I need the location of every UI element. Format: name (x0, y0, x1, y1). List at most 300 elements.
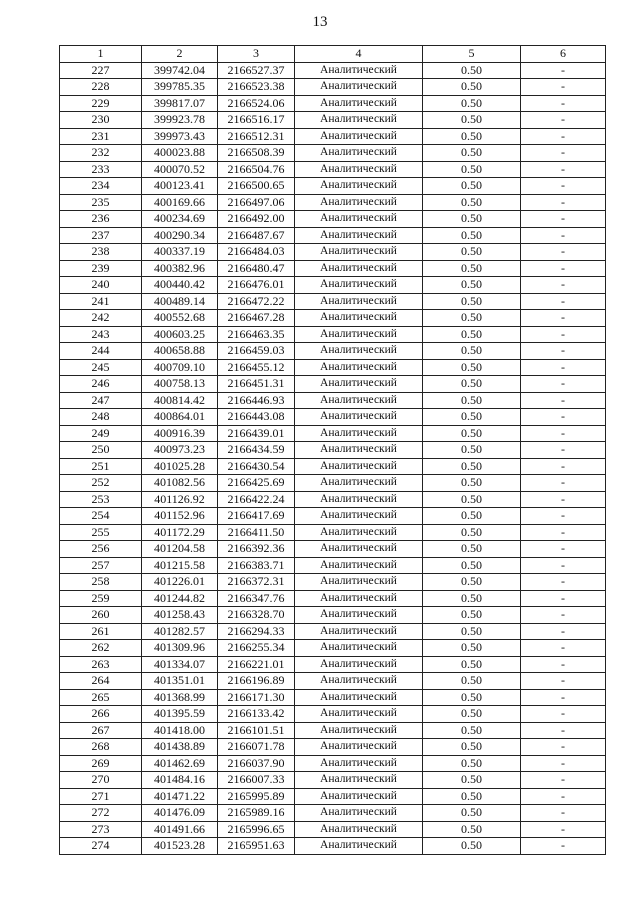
column-header: 6 (521, 46, 606, 63)
accuracy-cell: 0.50 (423, 343, 521, 360)
table-row (60, 491, 606, 508)
method-cell: Аналитический (295, 673, 423, 690)
column-header: 1 (60, 46, 142, 63)
note-cell: - (521, 178, 606, 195)
accuracy-cell: 0.50 (423, 95, 521, 112)
x-coordinate-cell: 401471.22 (142, 788, 218, 805)
point-number-cell: 271 (60, 788, 142, 805)
x-coordinate-cell: 401172.29 (142, 524, 218, 541)
method-cell: Аналитический (295, 112, 423, 129)
method-cell: Аналитический (295, 310, 423, 327)
note-cell: - (521, 293, 606, 310)
y-coordinate-cell: 2166504.76 (218, 161, 295, 178)
point-number-cell: 232 (60, 145, 142, 162)
point-number-cell: 242 (60, 310, 142, 327)
table-row (60, 310, 606, 327)
point-number-cell: 230 (60, 112, 142, 129)
note-cell: - (521, 475, 606, 492)
method-cell: Аналитический (295, 227, 423, 244)
y-coordinate-cell: 2166221.01 (218, 656, 295, 673)
y-coordinate-cell: 2166524.06 (218, 95, 295, 112)
accuracy-cell: 0.50 (423, 755, 521, 772)
accuracy-cell: 0.50 (423, 112, 521, 129)
method-cell: Аналитический (295, 689, 423, 706)
method-cell: Аналитический (295, 425, 423, 442)
accuracy-cell: 0.50 (423, 310, 521, 327)
y-coordinate-cell: 2166411.50 (218, 524, 295, 541)
table-row (60, 293, 606, 310)
point-number-cell: 261 (60, 623, 142, 640)
y-coordinate-cell: 2166480.47 (218, 260, 295, 277)
note-cell: - (521, 541, 606, 558)
table-row (60, 755, 606, 772)
point-number-cell: 257 (60, 557, 142, 574)
note-cell: - (521, 656, 606, 673)
method-cell: Аналитический (295, 491, 423, 508)
x-coordinate-cell: 401282.57 (142, 623, 218, 640)
accuracy-cell: 0.50 (423, 541, 521, 558)
point-number-cell: 233 (60, 161, 142, 178)
table-row (60, 508, 606, 525)
accuracy-cell: 0.50 (423, 640, 521, 657)
y-coordinate-cell: 2166425.69 (218, 475, 295, 492)
x-coordinate-cell: 400123.41 (142, 178, 218, 195)
accuracy-cell: 0.50 (423, 178, 521, 195)
accuracy-cell: 0.50 (423, 607, 521, 624)
accuracy-cell: 0.50 (423, 392, 521, 409)
table-row (60, 739, 606, 756)
x-coordinate-cell: 401484.16 (142, 772, 218, 789)
y-coordinate-cell: 2166512.31 (218, 128, 295, 145)
x-coordinate-cell: 401334.07 (142, 656, 218, 673)
accuracy-cell: 0.50 (423, 491, 521, 508)
point-number-cell: 273 (60, 821, 142, 838)
table-row (60, 376, 606, 393)
point-number-cell: 265 (60, 689, 142, 706)
accuracy-cell: 0.50 (423, 277, 521, 294)
y-coordinate-cell: 2166467.28 (218, 310, 295, 327)
x-coordinate-cell: 401309.96 (142, 640, 218, 657)
point-number-cell: 241 (60, 293, 142, 310)
method-cell: Аналитический (295, 656, 423, 673)
y-coordinate-cell: 2166101.51 (218, 722, 295, 739)
table-row (60, 178, 606, 195)
method-cell: Аналитический (295, 640, 423, 657)
method-cell: Аналитический (295, 442, 423, 459)
table-row (60, 425, 606, 442)
method-cell: Аналитический (295, 178, 423, 195)
method-cell: Аналитический (295, 524, 423, 541)
table-row (60, 656, 606, 673)
note-cell: - (521, 491, 606, 508)
table-row (60, 244, 606, 261)
accuracy-cell: 0.50 (423, 574, 521, 591)
accuracy-cell: 0.50 (423, 211, 521, 228)
method-cell: Аналитический (295, 541, 423, 558)
note-cell: - (521, 805, 606, 822)
y-coordinate-cell: 2166007.33 (218, 772, 295, 789)
accuracy-cell: 0.50 (423, 458, 521, 475)
note-cell: - (521, 508, 606, 525)
point-number-cell: 269 (60, 755, 142, 772)
point-number-cell: 256 (60, 541, 142, 558)
x-coordinate-cell: 401491.66 (142, 821, 218, 838)
x-coordinate-cell: 399973.43 (142, 128, 218, 145)
note-cell: - (521, 524, 606, 541)
note-cell: - (521, 788, 606, 805)
method-cell: Аналитический (295, 145, 423, 162)
note-cell: - (521, 689, 606, 706)
method-cell: Аналитический (295, 161, 423, 178)
table-row (60, 541, 606, 558)
method-cell: Аналитический (295, 788, 423, 805)
table-row (60, 95, 606, 112)
y-coordinate-cell: 2166347.76 (218, 590, 295, 607)
y-coordinate-cell: 2166071.78 (218, 739, 295, 756)
table-row (60, 475, 606, 492)
x-coordinate-cell: 400814.42 (142, 392, 218, 409)
note-cell: - (521, 821, 606, 838)
column-header: 3 (218, 46, 295, 63)
y-coordinate-cell: 2166417.69 (218, 508, 295, 525)
y-coordinate-cell: 2166527.37 (218, 62, 295, 79)
point-number-cell: 239 (60, 260, 142, 277)
y-coordinate-cell: 2166492.00 (218, 211, 295, 228)
point-number-cell: 228 (60, 79, 142, 96)
table-row (60, 640, 606, 657)
y-coordinate-cell: 2166508.39 (218, 145, 295, 162)
point-number-cell: 246 (60, 376, 142, 393)
table-body (60, 62, 606, 854)
y-coordinate-cell: 2166463.35 (218, 326, 295, 343)
method-cell: Аналитический (295, 607, 423, 624)
y-coordinate-cell: 2166459.03 (218, 343, 295, 360)
x-coordinate-cell: 400440.42 (142, 277, 218, 294)
x-coordinate-cell: 400709.10 (142, 359, 218, 376)
point-number-cell: 250 (60, 442, 142, 459)
x-coordinate-cell: 400916.39 (142, 425, 218, 442)
x-coordinate-cell: 401418.00 (142, 722, 218, 739)
method-cell: Аналитический (295, 508, 423, 525)
y-coordinate-cell: 2166434.59 (218, 442, 295, 459)
x-coordinate-cell: 400864.01 (142, 409, 218, 426)
note-cell: - (521, 277, 606, 294)
x-coordinate-cell: 399742.04 (142, 62, 218, 79)
y-coordinate-cell: 2166443.08 (218, 409, 295, 426)
note-cell: - (521, 838, 606, 855)
table-header-row (60, 46, 606, 63)
note-cell: - (521, 640, 606, 657)
method-cell: Аналитический (295, 739, 423, 756)
table-row (60, 805, 606, 822)
x-coordinate-cell: 400023.88 (142, 145, 218, 162)
accuracy-cell: 0.50 (423, 739, 521, 756)
accuracy-cell: 0.50 (423, 805, 521, 822)
method-cell: Аналитический (295, 260, 423, 277)
point-number-cell: 267 (60, 722, 142, 739)
y-coordinate-cell: 2166328.70 (218, 607, 295, 624)
x-coordinate-cell: 401351.01 (142, 673, 218, 690)
point-number-cell: 253 (60, 491, 142, 508)
accuracy-cell: 0.50 (423, 821, 521, 838)
x-coordinate-cell: 399923.78 (142, 112, 218, 129)
point-number-cell: 235 (60, 194, 142, 211)
x-coordinate-cell: 400489.14 (142, 293, 218, 310)
note-cell: - (521, 392, 606, 409)
x-coordinate-cell: 401258.43 (142, 607, 218, 624)
y-coordinate-cell: 2166484.03 (218, 244, 295, 261)
note-cell: - (521, 376, 606, 393)
y-coordinate-cell: 2166500.65 (218, 178, 295, 195)
method-cell: Аналитический (295, 821, 423, 838)
x-coordinate-cell: 401082.56 (142, 475, 218, 492)
note-cell: - (521, 623, 606, 640)
note-cell: - (521, 310, 606, 327)
accuracy-cell: 0.50 (423, 293, 521, 310)
note-cell: - (521, 95, 606, 112)
method-cell: Аналитический (295, 326, 423, 343)
y-coordinate-cell: 2165989.16 (218, 805, 295, 822)
point-number-cell: 249 (60, 425, 142, 442)
table-row (60, 458, 606, 475)
table-row (60, 788, 606, 805)
page-number: 13 (312, 14, 328, 30)
table-row (60, 194, 606, 211)
point-number-cell: 238 (60, 244, 142, 261)
point-number-cell: 262 (60, 640, 142, 657)
note-cell: - (521, 722, 606, 739)
y-coordinate-cell: 2166476.01 (218, 277, 295, 294)
method-cell: Аналитический (295, 706, 423, 723)
note-cell: - (521, 673, 606, 690)
note-cell: - (521, 425, 606, 442)
y-coordinate-cell: 2166487.67 (218, 227, 295, 244)
point-number-cell: 251 (60, 458, 142, 475)
x-coordinate-cell: 400290.34 (142, 227, 218, 244)
point-number-cell: 259 (60, 590, 142, 607)
table-row (60, 79, 606, 96)
table-row (60, 409, 606, 426)
x-coordinate-cell: 401462.69 (142, 755, 218, 772)
accuracy-cell: 0.50 (423, 359, 521, 376)
method-cell: Аналитический (295, 95, 423, 112)
point-number-cell: 245 (60, 359, 142, 376)
x-coordinate-cell: 399785.35 (142, 79, 218, 96)
table-row (60, 557, 606, 574)
method-cell: Аналитический (295, 244, 423, 261)
table-row (60, 227, 606, 244)
y-coordinate-cell: 2165995.89 (218, 788, 295, 805)
point-number-cell: 229 (60, 95, 142, 112)
point-number-cell: 247 (60, 392, 142, 409)
accuracy-cell: 0.50 (423, 145, 521, 162)
note-cell: - (521, 458, 606, 475)
note-cell: - (521, 343, 606, 360)
accuracy-cell: 0.50 (423, 673, 521, 690)
y-coordinate-cell: 2166451.31 (218, 376, 295, 393)
x-coordinate-cell: 401215.58 (142, 557, 218, 574)
method-cell: Аналитический (295, 475, 423, 492)
x-coordinate-cell: 400758.13 (142, 376, 218, 393)
method-cell: Аналитический (295, 623, 423, 640)
x-coordinate-cell: 400552.68 (142, 310, 218, 327)
table-row (60, 574, 606, 591)
accuracy-cell: 0.50 (423, 326, 521, 343)
table-row (60, 838, 606, 855)
table-row (60, 112, 606, 129)
method-cell: Аналитический (295, 722, 423, 739)
accuracy-cell: 0.50 (423, 475, 521, 492)
table-row (60, 706, 606, 723)
x-coordinate-cell: 401152.96 (142, 508, 218, 525)
method-cell: Аналитический (295, 458, 423, 475)
table-row (60, 524, 606, 541)
coordinates-table (59, 45, 606, 855)
point-number-cell: 272 (60, 805, 142, 822)
accuracy-cell: 0.50 (423, 706, 521, 723)
y-coordinate-cell: 2166383.71 (218, 557, 295, 574)
accuracy-cell: 0.50 (423, 425, 521, 442)
accuracy-cell: 0.50 (423, 161, 521, 178)
table-row (60, 607, 606, 624)
note-cell: - (521, 112, 606, 129)
accuracy-cell: 0.50 (423, 128, 521, 145)
x-coordinate-cell: 401025.28 (142, 458, 218, 475)
y-coordinate-cell: 2165951.63 (218, 838, 295, 855)
note-cell: - (521, 227, 606, 244)
x-coordinate-cell: 400973.23 (142, 442, 218, 459)
method-cell: Аналитический (295, 557, 423, 574)
accuracy-cell: 0.50 (423, 227, 521, 244)
y-coordinate-cell: 2166037.90 (218, 755, 295, 772)
table-row (60, 623, 606, 640)
note-cell: - (521, 244, 606, 261)
accuracy-cell: 0.50 (423, 656, 521, 673)
method-cell: Аналитический (295, 409, 423, 426)
x-coordinate-cell: 401395.59 (142, 706, 218, 723)
method-cell: Аналитический (295, 194, 423, 211)
accuracy-cell: 0.50 (423, 557, 521, 574)
y-coordinate-cell: 2166446.93 (218, 392, 295, 409)
table-row (60, 442, 606, 459)
accuracy-cell: 0.50 (423, 442, 521, 459)
x-coordinate-cell: 400169.66 (142, 194, 218, 211)
point-number-cell: 236 (60, 211, 142, 228)
accuracy-cell: 0.50 (423, 409, 521, 426)
x-coordinate-cell: 400603.25 (142, 326, 218, 343)
table-row (60, 343, 606, 360)
point-number-cell: 263 (60, 656, 142, 673)
note-cell: - (521, 755, 606, 772)
y-coordinate-cell: 2166516.17 (218, 112, 295, 129)
table-row (60, 722, 606, 739)
method-cell: Аналитический (295, 211, 423, 228)
accuracy-cell: 0.50 (423, 376, 521, 393)
note-cell: - (521, 79, 606, 96)
x-coordinate-cell: 401523.28 (142, 838, 218, 855)
x-coordinate-cell: 400070.52 (142, 161, 218, 178)
point-number-cell: 254 (60, 508, 142, 525)
x-coordinate-cell: 399817.07 (142, 95, 218, 112)
note-cell: - (521, 161, 606, 178)
note-cell: - (521, 442, 606, 459)
accuracy-cell: 0.50 (423, 244, 521, 261)
table-row (60, 145, 606, 162)
point-number-cell: 240 (60, 277, 142, 294)
note-cell: - (521, 706, 606, 723)
table-row (60, 772, 606, 789)
x-coordinate-cell: 401438.89 (142, 739, 218, 756)
point-number-cell: 268 (60, 739, 142, 756)
accuracy-cell: 0.50 (423, 590, 521, 607)
accuracy-cell: 0.50 (423, 722, 521, 739)
point-number-cell: 237 (60, 227, 142, 244)
point-number-cell: 264 (60, 673, 142, 690)
point-number-cell: 255 (60, 524, 142, 541)
x-coordinate-cell: 401244.82 (142, 590, 218, 607)
y-coordinate-cell: 2166430.54 (218, 458, 295, 475)
y-coordinate-cell: 2166439.01 (218, 425, 295, 442)
y-coordinate-cell: 2166255.34 (218, 640, 295, 657)
accuracy-cell: 0.50 (423, 838, 521, 855)
note-cell: - (521, 326, 606, 343)
note-cell: - (521, 557, 606, 574)
method-cell: Аналитический (295, 392, 423, 409)
method-cell: Аналитический (295, 62, 423, 79)
table-row (60, 260, 606, 277)
note-cell: - (521, 409, 606, 426)
table-row (60, 359, 606, 376)
y-coordinate-cell: 2166392.36 (218, 541, 295, 558)
y-coordinate-cell: 2166171.30 (218, 689, 295, 706)
point-number-cell: 252 (60, 475, 142, 492)
accuracy-cell: 0.50 (423, 524, 521, 541)
y-coordinate-cell: 2166372.31 (218, 574, 295, 591)
method-cell: Аналитический (295, 277, 423, 294)
point-number-cell: 244 (60, 343, 142, 360)
point-number-cell: 274 (60, 838, 142, 855)
column-header: 5 (423, 46, 521, 63)
y-coordinate-cell: 2166455.12 (218, 359, 295, 376)
point-number-cell: 227 (60, 62, 142, 79)
note-cell: - (521, 359, 606, 376)
note-cell: - (521, 607, 606, 624)
note-cell: - (521, 62, 606, 79)
table-row (60, 128, 606, 145)
table-row (60, 211, 606, 228)
note-cell: - (521, 590, 606, 607)
point-number-cell: 231 (60, 128, 142, 145)
point-number-cell: 266 (60, 706, 142, 723)
y-coordinate-cell: 2166422.24 (218, 491, 295, 508)
x-coordinate-cell: 400234.69 (142, 211, 218, 228)
point-number-cell: 260 (60, 607, 142, 624)
column-header: 2 (142, 46, 218, 63)
note-cell: - (521, 128, 606, 145)
method-cell: Аналитический (295, 376, 423, 393)
method-cell: Аналитический (295, 755, 423, 772)
table-row (60, 62, 606, 79)
point-number-cell: 258 (60, 574, 142, 591)
accuracy-cell: 0.50 (423, 79, 521, 96)
x-coordinate-cell: 400337.19 (142, 244, 218, 261)
table-row (60, 161, 606, 178)
y-coordinate-cell: 2166196.89 (218, 673, 295, 690)
method-cell: Аналитический (295, 574, 423, 591)
x-coordinate-cell: 401476.09 (142, 805, 218, 822)
y-coordinate-cell: 2165996.65 (218, 821, 295, 838)
table-row (60, 689, 606, 706)
